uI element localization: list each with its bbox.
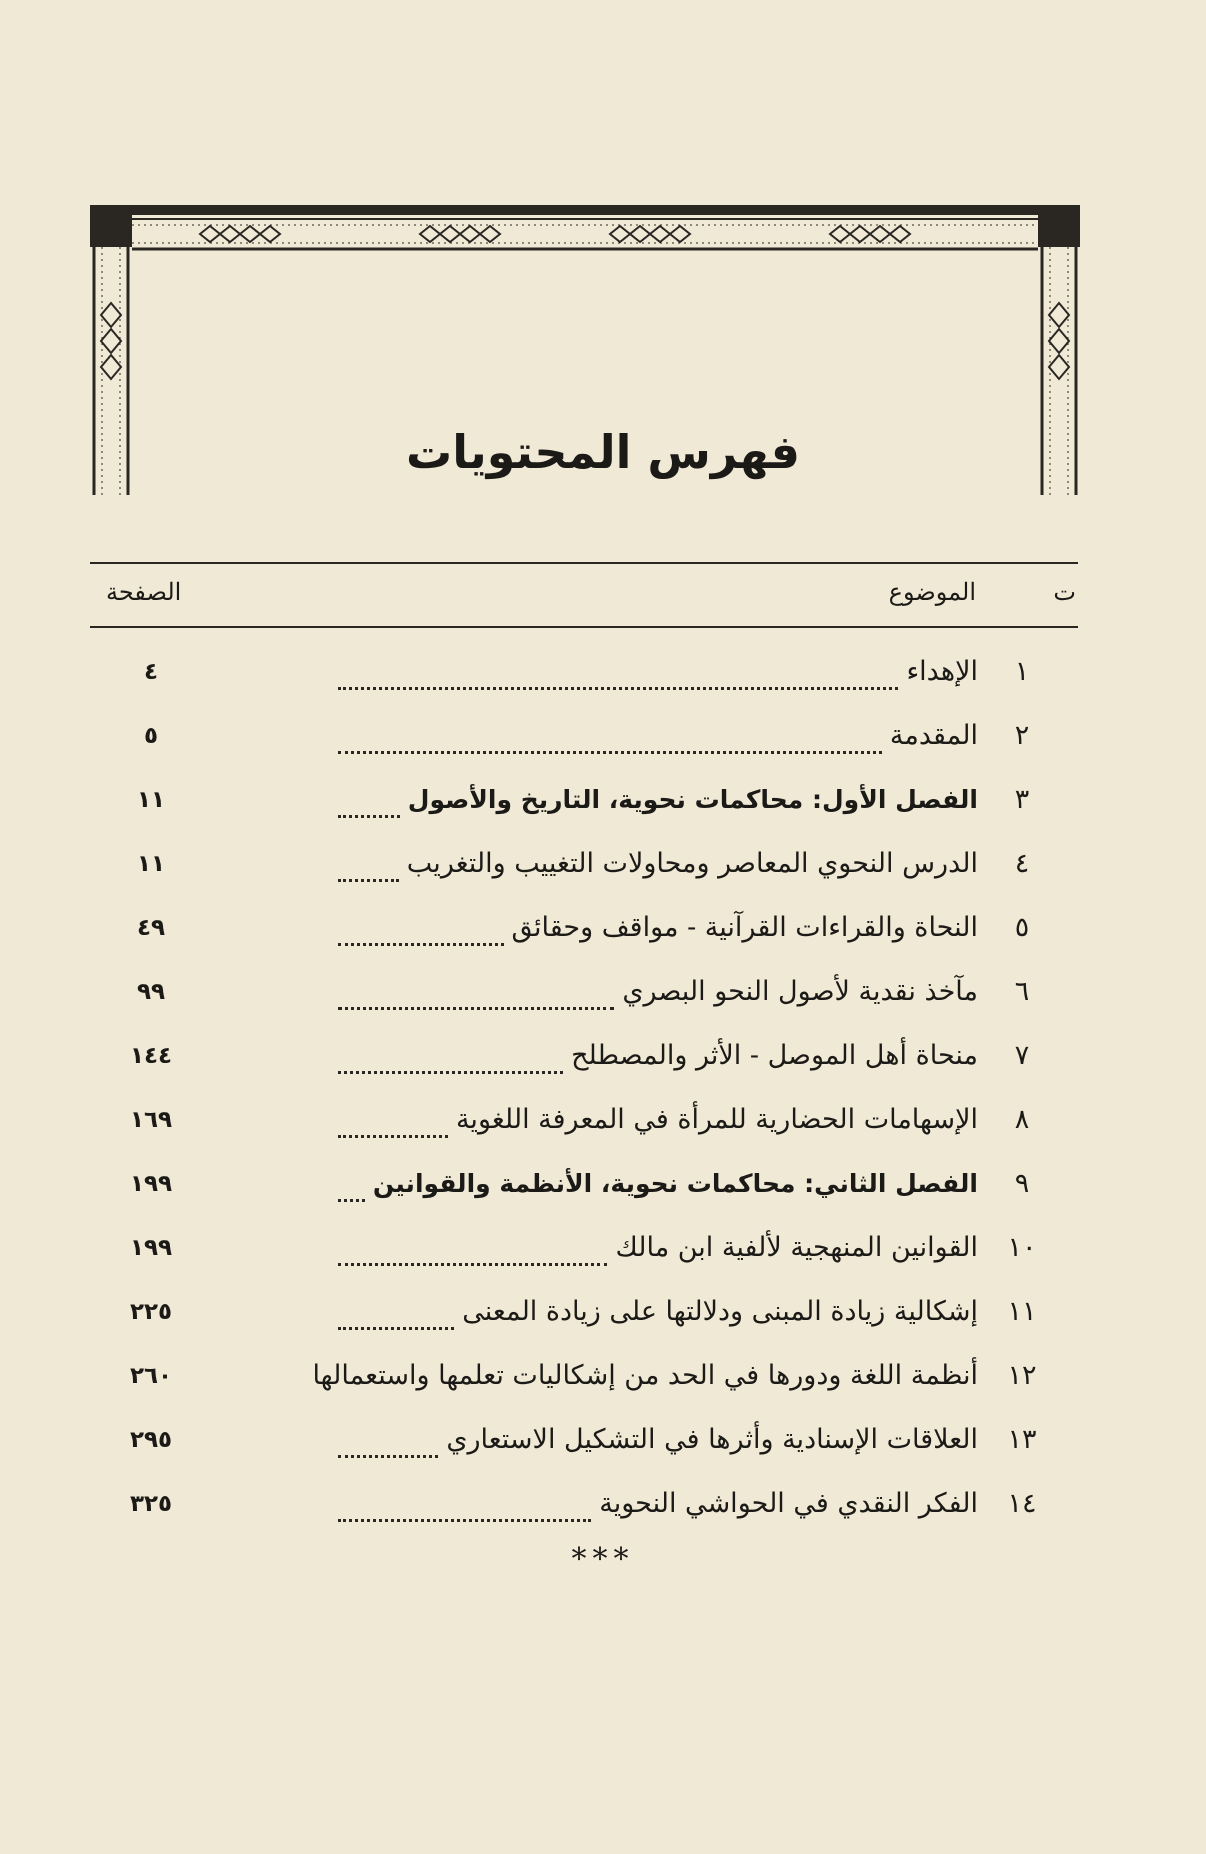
toc-row bbox=[90, 1216, 1078, 1280]
entry-page: ١١ bbox=[136, 851, 166, 877]
entry-number: ١٠ bbox=[1007, 1232, 1037, 1263]
header-page: الصفحة bbox=[106, 578, 182, 606]
entry-topic-cell bbox=[338, 1152, 978, 1216]
entry-page: ٢٩٥ bbox=[129, 1427, 173, 1453]
entry-topic-cell bbox=[338, 1216, 978, 1280]
entry-topic-cell bbox=[338, 1408, 978, 1472]
entry-topic-cell bbox=[338, 896, 978, 960]
toc-row bbox=[90, 1088, 1078, 1152]
entry-topic: الإسهامات الحضارية للمرأة في المعرفة اللغوية bbox=[455, 1104, 978, 1135]
entry-topic-cell bbox=[338, 704, 978, 768]
entry-number: ١٢ bbox=[1007, 1360, 1037, 1391]
dot-leader bbox=[338, 1071, 563, 1074]
entry-topic: الفصل الثاني: محاكمات نحوية، الأنظمة والقوانين bbox=[372, 1169, 978, 1198]
entry-page: ٣٢٥ bbox=[129, 1491, 173, 1517]
entry-topic-cell bbox=[338, 1088, 978, 1152]
entry-number: ٦ bbox=[1014, 976, 1030, 1007]
entry-number: ٥ bbox=[1014, 912, 1030, 943]
entry-page: ١٩٩ bbox=[129, 1235, 173, 1261]
dot-leader bbox=[338, 1135, 448, 1138]
dot-leader bbox=[338, 687, 898, 690]
dot-leader bbox=[338, 1199, 365, 1202]
entry-number: ١١ bbox=[1007, 1296, 1037, 1327]
toc-row bbox=[90, 1472, 1078, 1536]
entry-number: ٧ bbox=[1014, 1040, 1030, 1071]
dot-leader bbox=[338, 1263, 607, 1266]
dot-leader bbox=[338, 1327, 454, 1330]
entry-topic: النحاة والقراءات القرآنية - مواقف وحقائق bbox=[511, 912, 978, 943]
entry-topic-cell bbox=[338, 960, 978, 1024]
dot-leader bbox=[338, 751, 882, 754]
entry-page: ٥ bbox=[143, 723, 159, 749]
entry-number: ١٤ bbox=[1007, 1488, 1037, 1519]
dot-leader bbox=[338, 1519, 591, 1522]
entry-number: ١ bbox=[1014, 656, 1030, 687]
table-of-contents bbox=[90, 640, 1078, 1536]
toc-row bbox=[90, 1280, 1078, 1344]
entry-number: ٣ bbox=[1014, 784, 1030, 815]
entry-page: ٢٦٠ bbox=[129, 1363, 173, 1389]
page-title: فهرس المحتويات bbox=[405, 425, 800, 479]
entry-topic: مآخذ نقدية لأصول النحو البصري bbox=[622, 976, 978, 1007]
entry-page: ١٦٩ bbox=[129, 1107, 173, 1133]
entry-topic: الإهداء bbox=[906, 656, 978, 687]
entry-page: ١٤٤ bbox=[129, 1043, 173, 1069]
entry-topic: المقدمة bbox=[889, 720, 978, 751]
entry-number: ٢ bbox=[1014, 720, 1030, 751]
dot-leader bbox=[338, 1455, 438, 1458]
entry-topic-cell bbox=[338, 832, 978, 896]
entry-topic: القوانين المنهجية لألفية ابن مالك bbox=[615, 1232, 978, 1263]
entry-number: ٤ bbox=[1014, 848, 1030, 879]
table-top-rule bbox=[90, 562, 1078, 564]
dot-leader bbox=[338, 879, 399, 882]
toc-row bbox=[90, 1408, 1078, 1472]
dot-leader bbox=[338, 1007, 614, 1010]
toc-row bbox=[90, 704, 1078, 768]
toc-row bbox=[90, 768, 1078, 832]
entry-page: ٤٩ bbox=[136, 915, 166, 941]
entry-topic: إشكالية زيادة المبنى ودلالتها على زيادة المعنى bbox=[462, 1296, 978, 1327]
entry-page: ١١ bbox=[136, 787, 166, 813]
dot-leader bbox=[338, 943, 504, 946]
header-number: ت bbox=[1053, 578, 1076, 606]
toc-row bbox=[90, 1152, 1078, 1216]
entry-number: ٩ bbox=[1014, 1168, 1030, 1199]
entry-topic-cell bbox=[338, 768, 978, 832]
toc-row bbox=[90, 1024, 1078, 1088]
entry-topic: الفصل الأول: محاكمات نحوية، التاريخ والأصول bbox=[407, 785, 978, 814]
dot-leader bbox=[338, 815, 400, 818]
entry-topic: الدرس النحوي المعاصر ومحاولات التغييب والتغريب bbox=[406, 848, 978, 879]
toc-row bbox=[90, 960, 1078, 1024]
entry-number: ١٣ bbox=[1007, 1424, 1037, 1455]
entry-topic: منحاة أهل الموصل - الأثر والمصطلح bbox=[571, 1040, 978, 1071]
toc-row bbox=[90, 640, 1078, 704]
end-ornament: *** bbox=[571, 1542, 635, 1577]
toc-row bbox=[90, 896, 1078, 960]
toc-row bbox=[90, 832, 1078, 896]
entry-page: ٩٩ bbox=[136, 979, 166, 1005]
entry-topic: العلاقات الإسنادية وأثرها في التشكيل الاستعاري bbox=[446, 1424, 978, 1455]
entry-topic-cell bbox=[338, 640, 978, 704]
table-header-rule bbox=[90, 626, 1078, 628]
toc-row bbox=[90, 1344, 1078, 1408]
entry-page: ٤ bbox=[143, 659, 159, 685]
entry-topic: الفكر النقدي في الحواشي النحوية bbox=[599, 1488, 978, 1519]
entry-topic-cell bbox=[338, 1472, 978, 1536]
entry-topic-cell bbox=[338, 1280, 978, 1344]
entry-page: ١٩٩ bbox=[129, 1171, 173, 1197]
entry-topic: أنظمة اللغة ودورها في الحد من إشكاليات تعلمها واستعمالها bbox=[312, 1360, 978, 1391]
entry-number: ٨ bbox=[1014, 1104, 1030, 1135]
entry-topic-cell bbox=[338, 1024, 978, 1088]
entry-page: ٢٢٥ bbox=[129, 1299, 173, 1325]
header-topic: الموضوع bbox=[888, 578, 976, 606]
entry-topic-cell bbox=[312, 1344, 978, 1408]
